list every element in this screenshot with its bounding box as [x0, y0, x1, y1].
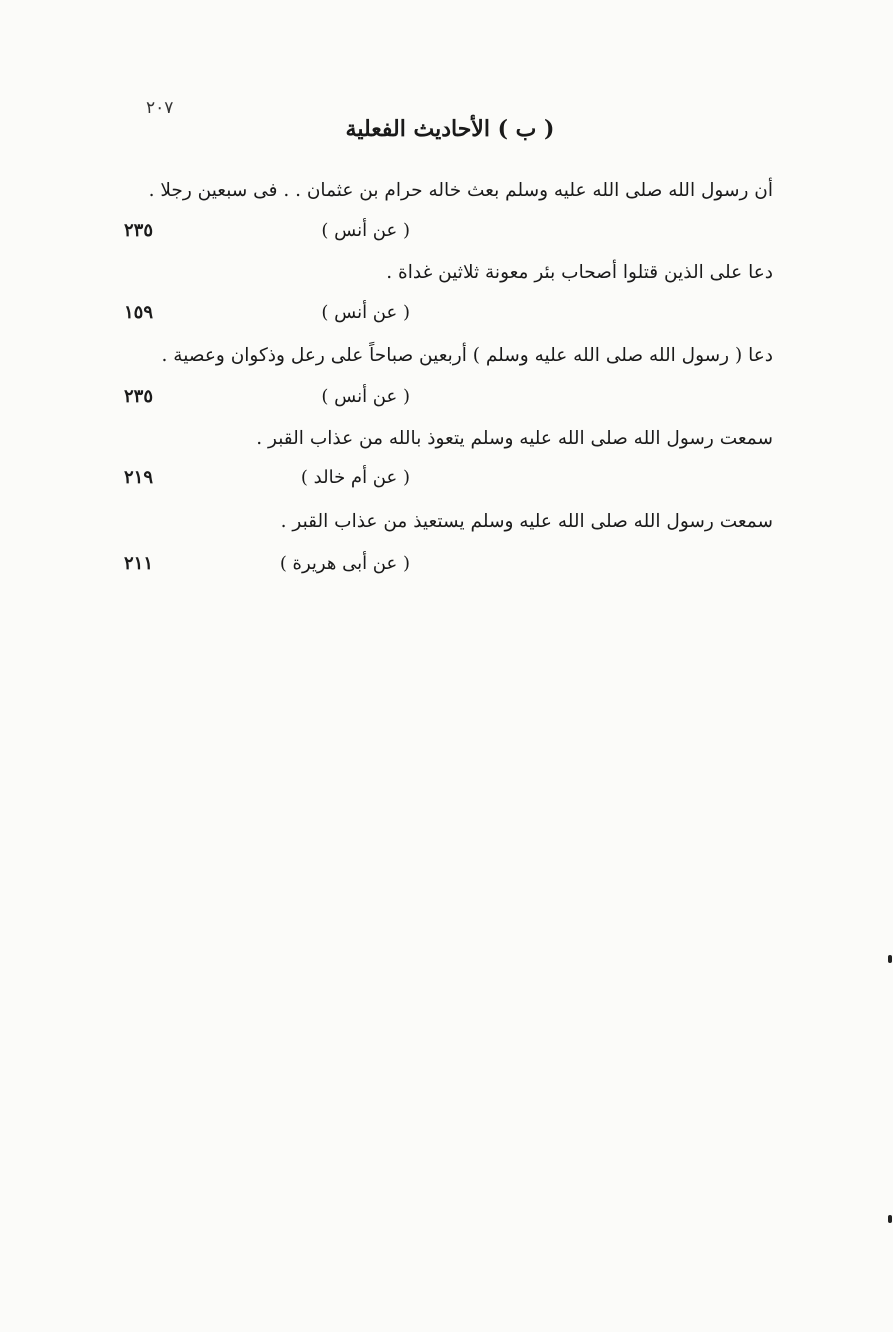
hadith-text-3: دعا ( رسول الله صلى الله عليه وسلم ) أربعين صباحاً على رعل وذكوان وعصية .	[161, 345, 773, 366]
scan-speck	[888, 955, 892, 963]
hadith-source-4: ( عن أم خالد )	[300, 467, 410, 488]
hadith-ref-2: ١٥٩	[124, 302, 154, 323]
hadith-source-5: ( عن أبى هريرة )	[279, 553, 410, 574]
hadith-text-1: أن رسول الله صلى الله عليه وسلم بعث خاله حرام بن عثمان . . فى سبعين رجلا .	[148, 180, 773, 201]
hadith-source-3: ( عن أنس )	[321, 386, 410, 407]
hadith-ref-4: ٢١٩	[124, 467, 154, 488]
hadith-ref-5: ٢١١	[124, 553, 154, 574]
hadith-source-2: ( عن أنس )	[321, 302, 410, 323]
hadith-text-5: سمعت رسول الله صلى الله عليه وسلم يستعيذ من عذاب القبر .	[280, 511, 773, 532]
section-title: ( ب ) الأحاديث الفعلية	[345, 116, 555, 142]
hadith-text-4: سمعت رسول الله صلى الله عليه وسلم يتعوذ بالله من عذاب القبر .	[256, 428, 773, 449]
hadith-source-1: ( عن أنس )	[321, 220, 410, 241]
hadith-ref-3: ٢٣٥	[124, 386, 154, 407]
scan-speck	[888, 1215, 892, 1223]
hadith-text-2: دعا على الذين قتلوا أصحاب بئر معونة ثلاثين غداة .	[386, 262, 773, 283]
hadith-ref-1: ٢٣٥	[124, 220, 154, 241]
page-number: ٢٠٧	[146, 98, 174, 118]
